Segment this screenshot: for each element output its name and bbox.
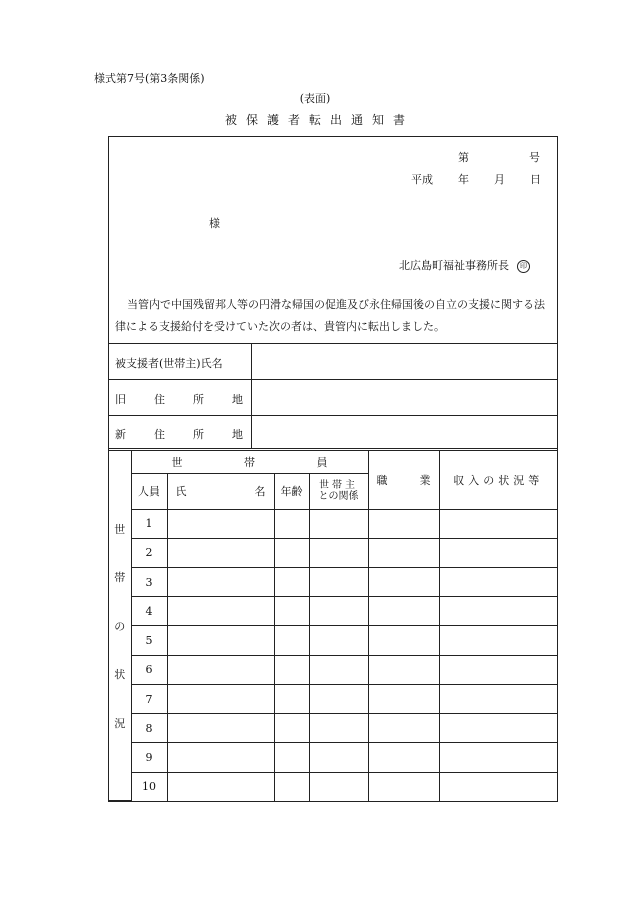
age-cell[interactable] (274, 743, 309, 772)
age-header: 年齢 (274, 473, 309, 509)
label-char: 世 (114, 522, 126, 536)
age-cell[interactable] (274, 626, 309, 655)
side-label: (表面) (299, 92, 331, 105)
household-status-label (109, 451, 131, 801)
relation-line-2: との関係 (318, 491, 359, 502)
label-char: 帯 (244, 455, 255, 469)
age-cell[interactable] (274, 538, 309, 567)
row-number: 5 (131, 626, 167, 655)
occupation-cell[interactable] (368, 538, 439, 567)
members-header (131, 451, 368, 473)
occupation-cell[interactable] (368, 567, 439, 596)
row-number: 3 (131, 567, 167, 596)
notice-text: 当管内で中国残留邦人等の円滑な帰国の促進及び永住帰国後の自立の支援に関する法律による支援給付を受けていた次の者は、貴管内に転出しました。 (115, 298, 545, 333)
income-cell[interactable] (439, 655, 557, 684)
occupation-cell[interactable] (368, 509, 439, 538)
label-char: 員 (316, 455, 328, 469)
label-char: 帯 (114, 571, 126, 584)
label-char: 所 (193, 428, 204, 441)
income-cell[interactable] (439, 684, 557, 713)
form-number: 様式第7号(第3条関係) (94, 72, 205, 85)
label-char: 氏 (175, 485, 187, 498)
age-cell[interactable] (274, 597, 309, 626)
new-address-label (115, 426, 243, 442)
occupation-cell[interactable] (368, 743, 439, 772)
occupation-cell[interactable] (368, 772, 439, 800)
relation-cell[interactable] (309, 509, 368, 538)
name-cell[interactable] (167, 538, 274, 567)
name-header (167, 473, 274, 509)
table-row (109, 626, 557, 655)
relation-cell[interactable] (309, 655, 368, 684)
occupation-cell[interactable] (368, 714, 439, 743)
age-cell[interactable] (274, 655, 309, 684)
occupation-cell[interactable] (368, 655, 439, 684)
row-number: 4 (131, 597, 167, 626)
table-row (109, 597, 557, 626)
name-cell[interactable] (167, 772, 274, 800)
relation-cell[interactable] (309, 597, 368, 626)
label-char: 業 (419, 473, 431, 487)
label-char: 状 (114, 668, 126, 681)
occupation-header (368, 451, 439, 509)
label-char: 所 (193, 393, 204, 406)
name-cell[interactable] (167, 509, 274, 538)
new-address-field[interactable] (251, 416, 557, 448)
age-cell[interactable] (274, 567, 309, 596)
relation-cell[interactable] (309, 538, 368, 567)
age-cell[interactable] (274, 772, 309, 800)
day-label: 日 (530, 173, 541, 186)
era-label: 平成 (411, 173, 433, 186)
income-cell[interactable] (439, 509, 557, 538)
name-cell[interactable] (167, 626, 274, 655)
issuer-name: 北広島町福祉事務所長 (399, 259, 509, 272)
relation-cell[interactable] (309, 743, 368, 772)
age-cell[interactable] (274, 714, 309, 743)
income-cell[interactable] (439, 626, 557, 655)
row-number: 2 (131, 538, 167, 567)
old-address-field[interactable] (251, 380, 557, 415)
income-header: 収入の状況等 (439, 451, 557, 509)
name-cell[interactable] (167, 655, 274, 684)
table-row (109, 655, 557, 684)
label-char: 名 (254, 485, 266, 498)
form-frame (108, 136, 558, 802)
name-cell[interactable] (167, 684, 274, 713)
occupation-cell[interactable] (368, 684, 439, 713)
seal-mark: 印 (517, 260, 530, 273)
label-char: 住 (154, 428, 165, 441)
label-char: 地 (232, 428, 243, 441)
row-number: 9 (131, 743, 167, 772)
table-row (109, 743, 557, 772)
row-number: 10 (131, 772, 167, 800)
recipient-name-field[interactable] (251, 344, 557, 379)
income-cell[interactable] (439, 714, 557, 743)
row-number: 7 (131, 684, 167, 713)
issuer-line (399, 257, 530, 273)
relation-cell[interactable] (309, 772, 368, 800)
income-cell[interactable] (439, 772, 557, 800)
old-address-label (115, 391, 243, 407)
label-char: の (114, 619, 126, 633)
table-row (109, 538, 557, 567)
label-char: 況 (114, 716, 126, 730)
addressee-honorific: 様 (209, 217, 220, 230)
household-table (109, 451, 557, 801)
month-label: 月 (494, 173, 505, 186)
name-cell[interactable] (167, 743, 274, 772)
label-char: 旧 (115, 393, 126, 406)
income-cell[interactable] (439, 743, 557, 772)
occupation-cell[interactable] (368, 597, 439, 626)
relation-line-1: 世帯主 (319, 480, 358, 491)
table-row (109, 684, 557, 713)
relation-cell[interactable] (309, 684, 368, 713)
income-cell[interactable] (439, 567, 557, 596)
income-cell[interactable] (439, 538, 557, 567)
label-char: 地 (232, 393, 243, 406)
relation-cell[interactable] (309, 626, 368, 655)
relation-cell[interactable] (309, 567, 368, 596)
number-suffix: 号 (529, 151, 540, 164)
table-row (109, 509, 557, 538)
table-row (109, 714, 557, 743)
name-cell[interactable] (167, 597, 274, 626)
table-row (109, 567, 557, 596)
row-number: 1 (131, 509, 167, 538)
age-cell[interactable] (274, 509, 309, 538)
relation-header (309, 473, 368, 509)
name-cell[interactable] (167, 714, 274, 743)
number-prefix: 第 (458, 151, 469, 164)
age-cell[interactable] (274, 684, 309, 713)
label-char: 住 (154, 393, 165, 406)
label-char: 職 (376, 473, 388, 487)
year-label: 年 (458, 173, 469, 186)
row-number: 8 (131, 714, 167, 743)
occupation-cell[interactable] (368, 626, 439, 655)
relation-cell[interactable] (309, 714, 368, 743)
count-header: 人員 (131, 473, 167, 509)
label-char: 新 (115, 428, 126, 441)
name-cell[interactable] (167, 567, 274, 596)
income-cell[interactable] (439, 597, 557, 626)
label-char: 世 (171, 455, 183, 469)
recipient-name-label: 被支援者(世帯主)氏名 (115, 357, 223, 370)
table-row (109, 772, 557, 800)
row-number: 6 (131, 655, 167, 684)
document-title: 被保護者転出通知書 (224, 113, 414, 127)
